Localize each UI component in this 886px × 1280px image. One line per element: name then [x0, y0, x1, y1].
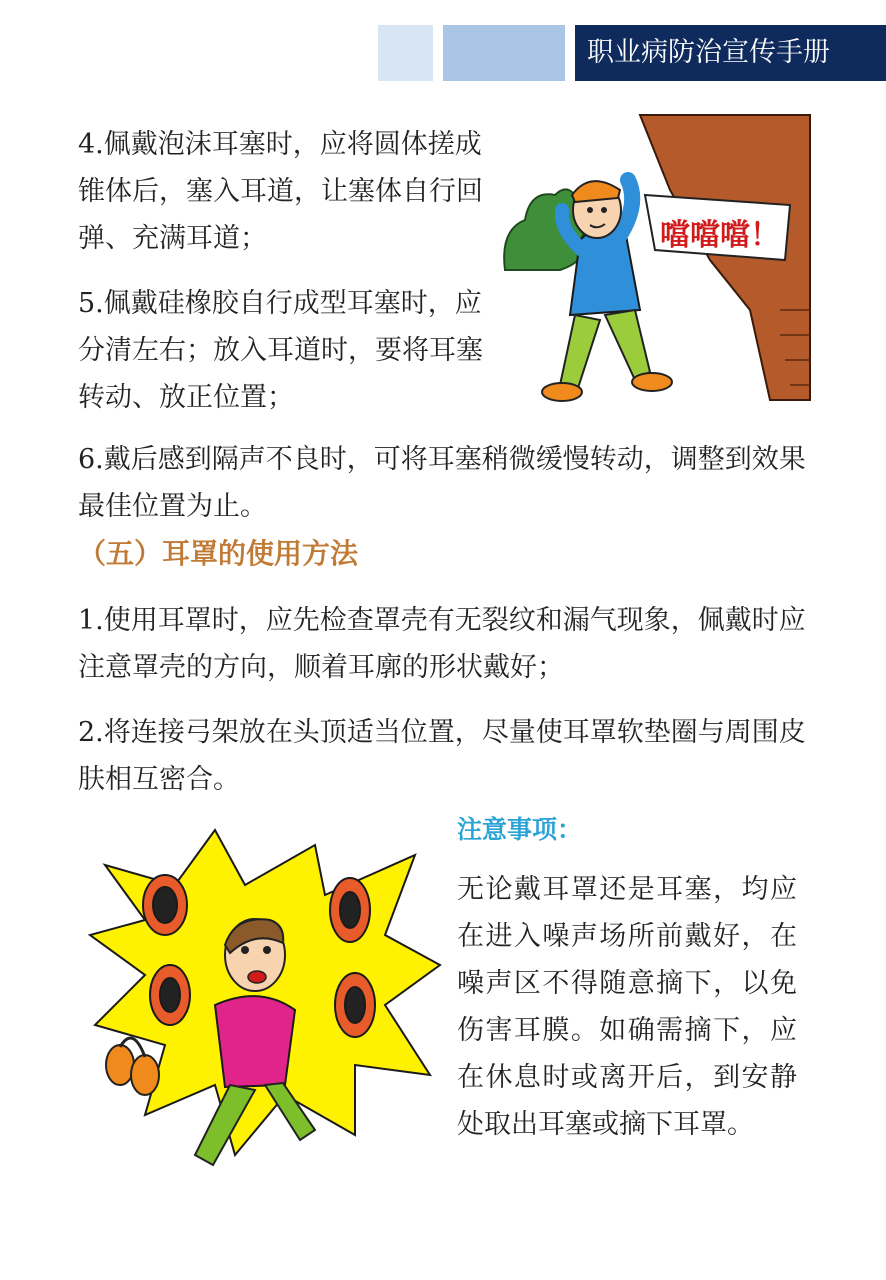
header-decor-mid: [443, 25, 565, 81]
header-title: 职业病防治宣传手册: [575, 25, 886, 81]
section-heading: （五）耳罩的使用方法: [78, 537, 359, 570]
section-paragraph-2: 2.将连接弓架放在头顶适当位置，尽量使耳罩软垫圈与周围皮肤相互密合。: [78, 717, 806, 795]
illustration-earplug-man: [500, 110, 812, 410]
sound-effect-text: 噹噹噹！: [660, 218, 780, 253]
note-title: 注意事项：: [457, 815, 583, 844]
section-paragraph-1: 1.使用耳罩时，应先检查罩壳有无裂纹和漏气现象，佩戴时应注意罩壳的方向，顺着耳廓的形状戴好；: [78, 605, 806, 683]
paragraph-5: 5.佩戴硅橡胶自行成型耳塞时，应分清左右；放入耳道时，要将耳塞转动、放正位置；: [78, 288, 483, 413]
note-body: 无论戴耳罩还是耳塞，均应在进入噪声场所前戴好，在噪声区不得随意摘下，以免伤害耳膜。如确需摘下，应在休息时或离开后，到安静处取出耳塞或摘下耳罩。: [457, 874, 797, 1140]
paragraph-6: 6.戴后感到隔声不良时，可将耳塞稍微缓慢转动，调整到效果最佳位置为止。: [78, 444, 806, 522]
illustration-noise-man: [85, 825, 445, 1205]
paragraph-4: 4.佩戴泡沫耳塞时，应将圆体搓成锥体后，塞入耳道，让塞体自行回弹、充满耳道；: [78, 129, 483, 254]
header-decor-light: [378, 25, 433, 81]
